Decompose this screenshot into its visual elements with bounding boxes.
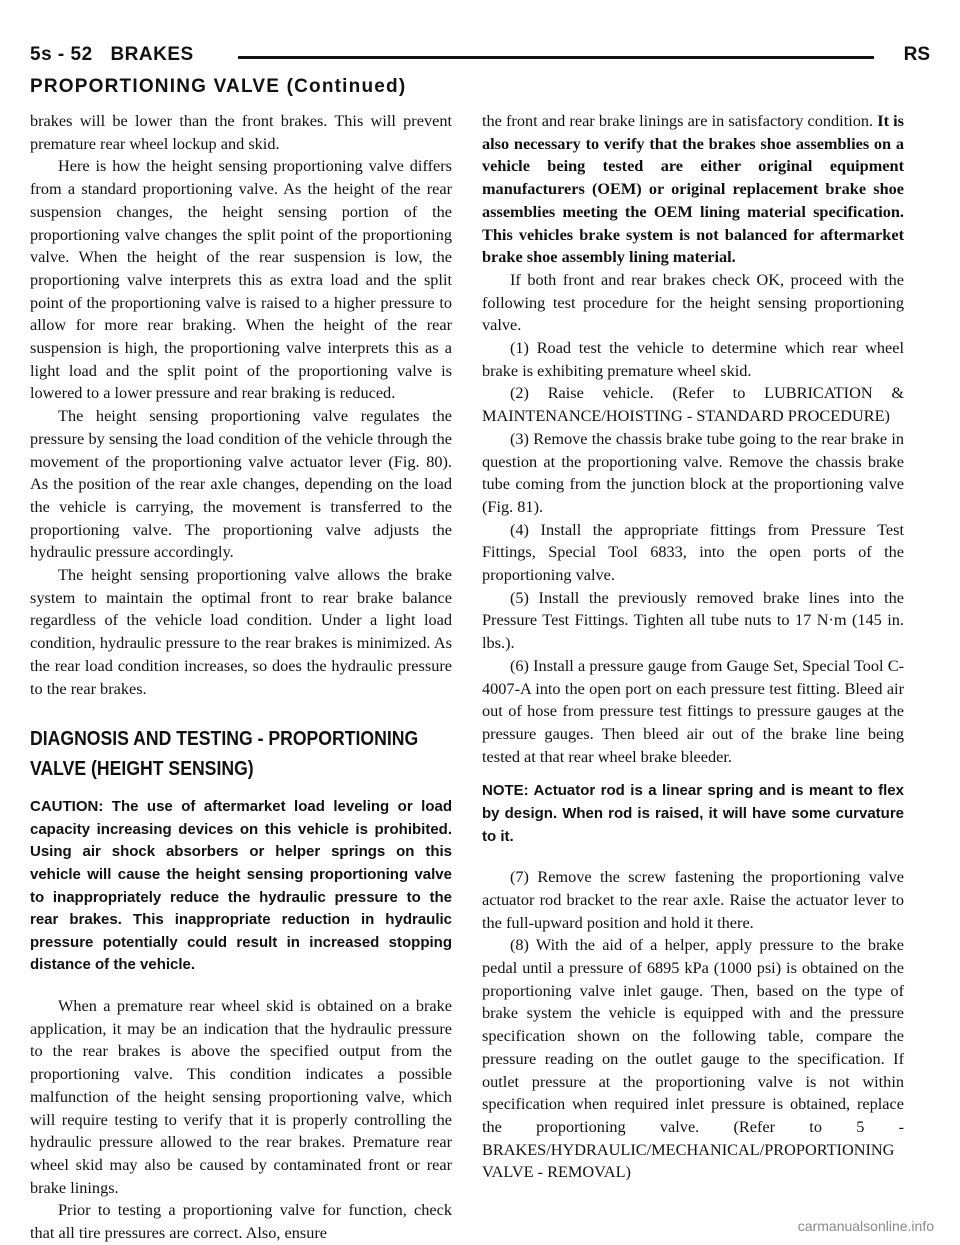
paragraph: The height sensing proportioning valve allows the brake system to maintain the optimal front to rear brake balance regardless of the vehicle load condition. Under a light load condition, hydraulic pressure to the rear brakes is minimized. As the rear load condition increases, so does the hydraulic pressure to the rear brakes. — [30, 565, 452, 698]
procedure-step: (8) With the aid of a helper, apply pressure to the brake pedal until a pressure of 6895 kPa (1000 psi) is obtained on the proportioning valve inlet gauge. Then, based on the type of brake system the vehicle is equipped with and the pressure specification shown on the following table, compare the pressure reading on the outlet gauge to the specification. If outlet pressure at the proportioning valve is not within specification when required inlet pressure is obtained, replace the proportioning valve. (Refer to 5 - BRAKES/HYDRAULIC/MECHANICAL/PROPORTIONING VALVE - REMOVAL) — [482, 935, 904, 1182]
procedure-step: (5) Install the previously removed brake lines into the Pressure Test Fittings. Tighten all tube nuts to 17 N·m (145 in. lbs.). — [482, 587, 904, 653]
header-left — [30, 44, 194, 66]
procedure-step: (1) Road test the vehicle to determine which rear wheel brake is exhibiting premature wheel skid. — [482, 338, 904, 380]
paragraph: Prior to testing a proportioning valve for function, check that all tire pressures are correct. Also, ensure — [30, 1200, 452, 1243]
paragraph: brakes will be lower than the front brakes. This will prevent premature rear wheel lockup and skid. — [30, 111, 452, 153]
model-code: RS — [903, 44, 930, 65]
diagnosis-heading — [30, 724, 419, 784]
procedure-step: (7) Remove the screw fastening the proportioning valve actuator rod bracket to the rear axle. Raise the actuator lever to the full-upward position and hold it there. — [482, 867, 904, 932]
page-header — [30, 44, 930, 74]
procedure-step: (4) Install the appropriate fittings from Pressure Test Fittings, Special Tool 6833, into the open ports of the proportioning valve. — [482, 519, 904, 585]
bold-text: It is also necessary to verify that the brakes shoe assemblies on a vehicle being tested are either original equipment manufacturers (OEM) or original replacement brake shoe assemblies meeting the OEM lining material specification. This vehicles brake system is not balanced for aftermarket brake shoe assembly lining material. — [482, 111, 904, 267]
paragraph: If both front and rear brakes check OK, proceed with the following test procedure for the height sensing proportioning valve. — [482, 269, 904, 335]
paragraph — [482, 110, 904, 269]
section-title: BRAKES — [110, 44, 194, 65]
paragraph: The height sensing proportioning valve regulates the pressure by sensing the load condition of the vehicle through the movement of the proportioning valve actuator lever (Fig. 80). As the position of the rear axle changes, depending on the load the vehicle is carrying, the movement is transferred to the proportioning valve. The proportioning valve adjusts the hydraulic pressure accordingly. — [30, 406, 452, 562]
watermark: carmanualsonline.info — [797, 1218, 934, 1234]
page-number: 5s - 52 — [30, 44, 93, 65]
section-continued-title: PROPORTIONING VALVE (Continued) — [30, 76, 407, 97]
heading-line: VALVE (HEIGHT SENSING) — [30, 757, 254, 781]
procedure-step: (6) Install a pressure gauge from Gauge Set, Special Tool C-4007-A into the open port on each pressure test fitting. Bleed air out of hose from pressure test fittings to pressure gauges at the pressure gauges. Then bleed air out of the brake line being tested at that rear wheel brake bleeder. — [482, 655, 904, 766]
caution-note: CAUTION: The use of aftermarket load leveling or load capacity increasing devices on this vehicle is prohibited. Using air shock absorbers or helper springs on this vehicle will cause the height sensing proportioning valve to inappropriately reduce the hydraulic pressure to the rear brakes. This inappropriate reduction in hydraulic pressure potentially could result in increased stopping distance of the vehicle. — [30, 798, 452, 974]
paragraph: When a premature rear wheel skid is obtained on a brake application, it may be an indication that the hydraulic pressure to the rear brakes is above the specified output from the proportioning valve. This condition indicates a possible malfunction of the height sensing proportioning valve, which will require testing to verify that it is properly controlling the hydraulic pressure allowed to the rear brakes. Premature rear wheel skid may also be caused by contaminated front or rear brake linings. — [30, 996, 452, 1197]
paragraph: Here is how the height sensing proportioning valve differs from a standard proportioning valve. As the height of the rear suspension changes, the height sensing portion of the proportioning valve changes the split point of the proportioning valve. When the height of the rear suspension is low, the proportioning valve interprets this as extra load and the split point of the proportioning valve is raised to a higher pressure to allow for more rear braking. When the height of the rear suspension is high, the proportioning valve interprets this as a light load and the split point of the proportioning valve is lowered to a lower pressure and rear braking is reduced. — [30, 156, 452, 403]
left-column — [30, 110, 452, 1245]
right-column — [482, 110, 904, 1184]
procedure-step: (3) Remove the chassis brake tube going to the rear brake in question at the proportioning valve. Remove the chassis brake tube coming from the junction block at the proportioning valve (Fig. 81). — [482, 428, 904, 516]
header-rule — [238, 56, 874, 59]
paragraph-text: the front and rear brake linings are in satisfactory condition. — [482, 111, 874, 130]
procedure-step: (2) Raise vehicle. (Refer to LUBRICATION & MAINTENANCE/HOISTING - STANDARD PROCEDURE) — [482, 383, 904, 426]
heading-line: DIAGNOSIS AND TESTING - PROPORTIONING — [30, 727, 419, 751]
note: NOTE: Actuator rod is a linear spring and is meant to flex by design. When rod is raised, it will have some curvature to it. — [482, 782, 904, 845]
